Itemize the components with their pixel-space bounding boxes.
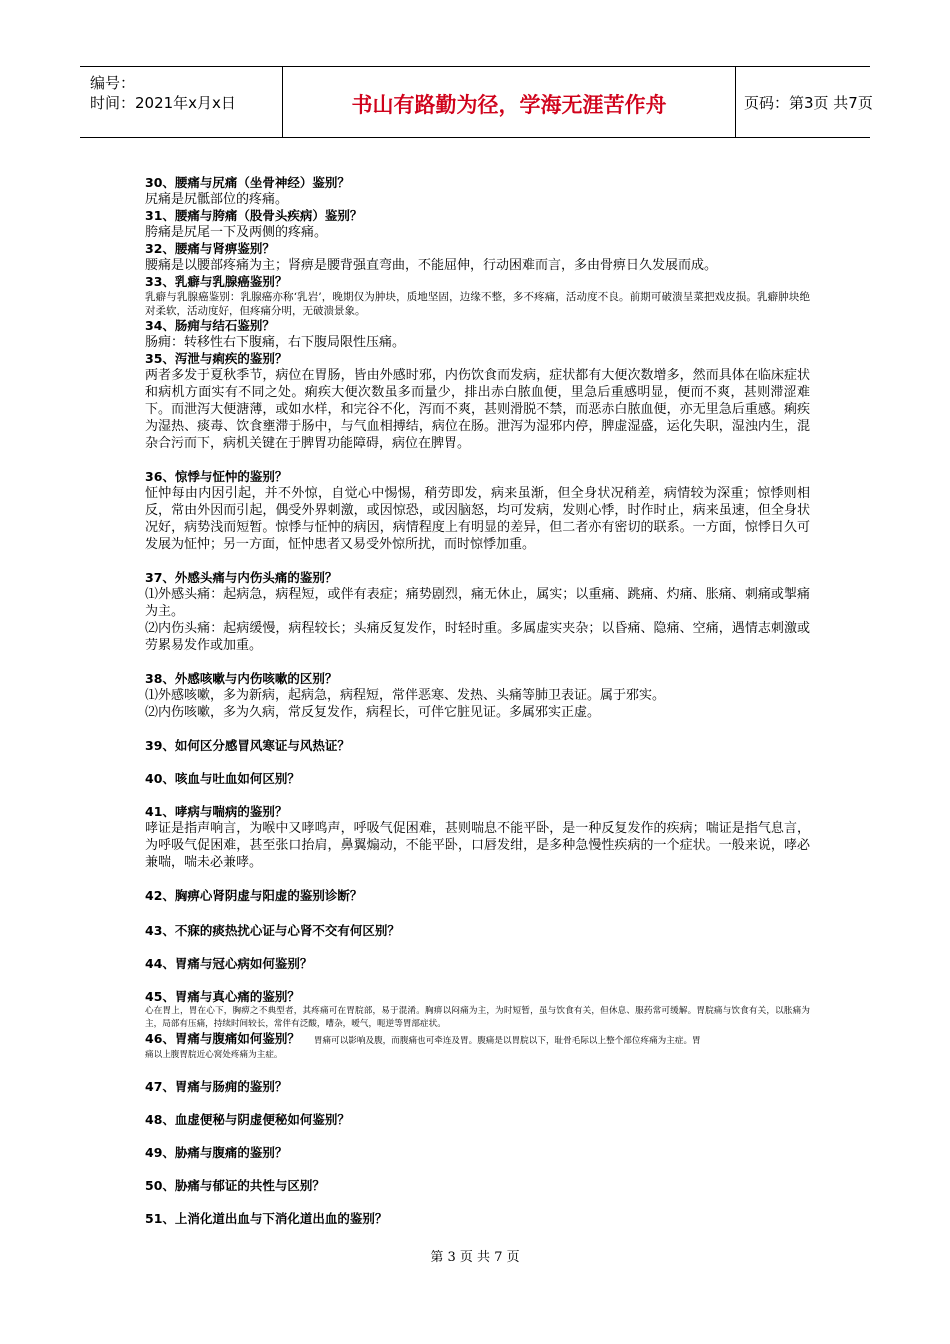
answer-37-1: ⑴外感头痛：起病急，病程短，或伴有表症；痛势剧烈，痛无休止，属实；以重痛、跳痛、灼痛、胀痛、刺痛或掣痛为主。 xyxy=(145,587,810,619)
question-35: 35、泻泄与痢疾的鉴别？ xyxy=(145,351,288,366)
question-37: 37、外感头痛与内伤头痛的鉴别？ xyxy=(145,570,338,585)
question-45: 45、胃痛与真心痛的鉴别？ xyxy=(145,989,300,1004)
question-50: 50、胁痛与郁证的共性与区别？ xyxy=(145,1178,325,1193)
question-43: 43、不寐的痰热扰心证与心肾不交有何区别？ xyxy=(145,923,400,938)
question-46-line xyxy=(145,1031,810,1049)
question-40: 40、咳血与吐血如何区别？ xyxy=(145,771,300,786)
answer-38-2: ⑵内伤咳嗽，多为久病，常反复发作，病程长，可伴它脏见证。多属邪实正虚。 xyxy=(145,705,601,720)
question-48: 48、血虚便秘与阴虚便秘如何鉴别？ xyxy=(145,1112,350,1127)
answer-37-2: ⑵内伤头痛：起病缓慢，病程较长；头痛反复发作，时轻时重。多属虚实夹杂；以昏痛、隐痛、空痛，遇情志刺激或劳累易发作或加重。 xyxy=(145,621,810,653)
answer-36: 怔忡每由内因引起，并不外惊，自觉心中惕惕，稍劳即发，病来虽渐，但全身状况稍差，病情较为深重；惊悸则相反，常由外因而引起，偶受外界刺激，或因惊恐，或因脑怒，均可发病，发则心悸，时作时止，病来虽速，但全身状况好，病势浅而短暂。惊悸与怔忡的病因，病情程度上有明显的差异，但二者亦有密切的联系。一方面，惊悸日久可发展为怔忡；另一方面，怔忡患者又易受外惊所扰，而时惊悸加重。 xyxy=(145,486,810,552)
answer-32: 腰痛是以腰部疼痛为主；肾痹是腰背强直弯曲，不能屈伸，行动困难而言，多由骨痹日久发展而成。 xyxy=(145,258,718,273)
date-label: 时间：2021年x月x日 xyxy=(90,94,236,112)
motto: 书山有路勤为径，学海无涯苦作舟 xyxy=(351,93,667,117)
answer-41: 哮证是指声响言，为喉中又哮鸣声，呼吸气促困难，甚则喘息不能平卧，是一种反复发作的疾病；喘证是指气息言，为呼吸气促困难，甚至张口抬肩，鼻翼煽动，不能平卧，口唇发绀，是多种急慢性疾病的一个症状。一般来说，哮必兼喘，喘未必兼哮。 xyxy=(145,821,810,870)
question-49: 49、胁痛与腹痛的鉴别？ xyxy=(145,1145,288,1160)
answer-34: 肠痈：转移性右下腹痛，右下腹局限性压痛。 xyxy=(145,335,406,350)
question-41: 41、哮病与喘病的鉴别？ xyxy=(145,804,288,819)
answer-38-1: ⑴外感咳嗽，多为新病，起病急，病程短，常伴恶寒、发热、头痛等肺卫表证。属于邪实。 xyxy=(145,688,666,703)
question-31: 31、腰痛与胯痛（股骨头疾病）鉴别？ xyxy=(145,208,363,223)
question-51: 51、上消化道出血与下消化道出血的鉴别？ xyxy=(145,1211,388,1226)
answer-46-cont: 痛以上腹胃脘近心窝处疼痛为主症。 xyxy=(145,1050,283,1060)
question-46: 46、胃痛与腹痛如何鉴别？ xyxy=(145,1031,300,1046)
page-footer: 第 3 页 共 7 页 xyxy=(430,1250,520,1265)
answer-30: 尻痛是尻骶部位的疼痛。 xyxy=(145,192,289,207)
question-38: 38、外感咳嗽与内伤咳嗽的区别？ xyxy=(145,671,338,686)
question-39: 39、如何区分感冒风寒证与风热证？ xyxy=(145,738,350,753)
content xyxy=(145,175,810,1227)
question-44: 44、胃痛与冠心病如何鉴别？ xyxy=(145,956,313,971)
question-47: 47、胃痛与肠痈的鉴别？ xyxy=(145,1079,288,1094)
question-30: 30、腰痛与尻痛（坐骨神经）鉴别？ xyxy=(145,175,350,190)
question-34: 34、肠痈与结石鉴别？ xyxy=(145,318,275,333)
answer-33: 乳癖与乳腺癌鉴别：乳腺癌亦称‘乳岩’，晚期仅为肿块，质地坚固，边缘不整，多不疼痛，活动度不良。前期可破溃呈菜把戏皮损。乳癖肿块绝对柔软，活动度好，但疼痛分明，无破溃景象。 xyxy=(145,291,810,317)
question-33: 33、乳癖与乳腺癌鉴别？ xyxy=(145,274,288,289)
question-32: 32、腰痛与肾痹鉴别？ xyxy=(145,241,275,256)
question-36: 36、惊悸与怔忡的鉴别？ xyxy=(145,469,288,484)
answer-35: 两者多发于夏秋季节，病位在胃肠，皆由外感时邪，内伤饮食而发病，症状都有大便次数增多，然而具体在临床症状和病机方面实有不同之处。痢疾大便次数虽多而量少，排出赤白脓血便，里急后重感明显，便而不爽，甚则滞涩难下。而泄泻大便溏薄，或如水样，和完谷不化，泻而不爽，甚则滑脱不禁，而恶赤白脓血便，亦无里急后重感。痢疾为湿热、痰毒、饮食壅滞于肠中，与气血相搏结，病位在肠。泄泻为湿邪内停，脾虚湿盛，运化失职，湿浊内生，混杂合污而下，病机关键在于脾胃功能障碍，病位在脾胃。 xyxy=(145,368,810,451)
question-42: 42、胸痹心肾阴虚与阳虚的鉴别诊断？ xyxy=(145,888,363,903)
header-motto-cell xyxy=(282,67,736,137)
number-label: 编号： xyxy=(90,74,136,92)
header-table xyxy=(80,66,873,138)
page-code: 页码：第3页 共7页 xyxy=(744,94,873,112)
answer-31: 胯痛是尻尾一下及两侧的疼痛。 xyxy=(145,225,328,240)
header-left-cell xyxy=(80,67,282,137)
header-page-cell xyxy=(736,67,873,137)
answer-45: 心在胃上，胃在心下，胸痹之不典型者，其疼痛可在胃脘部，易于混淆。胸痹以闷痛为主，为时短暂，虽与饮食有关，但休息、服药常可缓解。胃脘痛与饮食有关，以胀痛为主，局部有压痛，持续时间较长，常伴有泛酸，嘈杂，嗳气，呃逆等胃部症状。 xyxy=(145,1006,810,1029)
answer-46-inline: 胃痛可以影响及腹，而腹痛也可牵连及胃。腹痛是以胃脘以下，耻骨毛际以上整个部位疼痛为主症。胃 xyxy=(313,1036,701,1046)
